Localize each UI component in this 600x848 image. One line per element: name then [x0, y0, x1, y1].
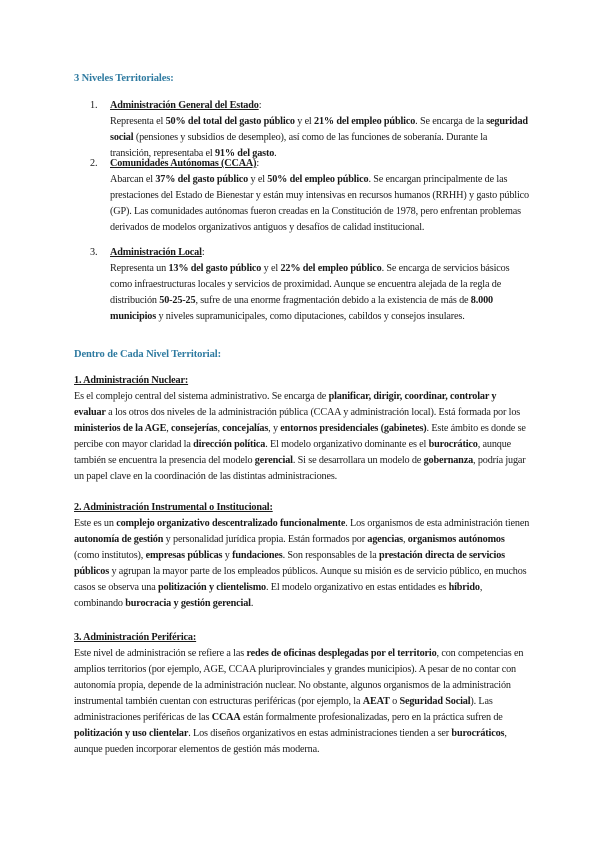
- section-body: Es el complejo central del sistema administrativo. Se encarga de planificar, dirigir, coordinar, controlar y evaluar a los otros dos niveles de la administración pública (CCAA y administración local). Está formada por los ministerios de la AGE, consejerías, concejalías, y entornos presidenciales (gabinetes). Este ámbito es donde se percibe con mayor claridad la dirección política. El modelo organizativo dominante es el burocrático, aunque también se encuentra la presencia del modelo gerencial. Si se desarrollara un modelo de gobernanza, podría jugar un papel clave en la coordinación de las distintas administraciones.: [74, 391, 526, 482]
- list-item-text: Administración General del Estado: Representa el 50% del total del gasto público y el 21% del empleo público. Se encarga de la seguridad social (pensiones y subsidios de desempleo), así como de las funciones de soberanía. Durante la transición, representaba el 91% del gasto.: [110, 100, 528, 159]
- item-title: Administración Local: [110, 247, 202, 258]
- section-body: Este nivel de administración se refiere a las redes de oficinas desplegadas por el territorio, con competencias en amplios territorios (por ejemplo, AGE, CCAA pluriprovinciales y grandes municipios). A pesar de no contar con autonomía propia, depende de la administración nuclear. No obstante, algunos organismos de la administración instrumental también cuentan con estructuras periféricas (por ejemplo, la AEAT o Seguridad Social). Las administraciones periféricas de las CCAA están formalmente profesionalizadas, pero en la práctica sufren de politización y uso clientelar. Los diseños organizativos en estas administraciones tienden a ser burocráticos, aunque pueden incorporar elementos de gestión más moderna.: [74, 648, 524, 755]
- section-title: 2. Administración Instrumental o Institucional:: [74, 502, 273, 513]
- item-title: Administración General del Estado: [110, 100, 259, 111]
- heading-dentro-de-cada-nivel: Dentro de Cada Nivel Territorial:: [74, 349, 221, 360]
- section-administracion-instrumental: [74, 500, 530, 612]
- section-administracion-periferica: [74, 630, 530, 758]
- section-administracion-nuclear: [74, 373, 530, 485]
- list-number: 3.: [90, 247, 98, 258]
- list-item-local: [90, 245, 530, 325]
- list-number: 2.: [90, 158, 98, 169]
- list-item-ccaa: [90, 156, 530, 236]
- item-title: Comunidades Autónomas (CCAA): [110, 158, 257, 169]
- list-item-text: Administración Local: Representa un 13% del gasto público y el 22% del empleo público. Se encarga de servicios básicos como infraestructuras locales y servicios de proximidad. Aunque se encuentra alejada de la regla de distribución 50-25-25, sufre de una enorme fragmentación debido a la existencia de más de 8.000 municipios y niveles supramunicipales, como diputaciones, cabildos y consejos insulares.: [110, 247, 510, 322]
- heading-niveles-territoriales: 3 Niveles Territoriales:: [74, 73, 174, 84]
- list-item-text: Comunidades Autónomas (CCAA): Abarcan el 37% del gasto público y el 50% del empleo público. Se encargan principalmente de las prestaciones del Estado de Bienestar y están muy intensivas en recursos humanos (RRHH) y gasto público (GP). Las comunidades autónomas fueron creadas en la Constitución de 1978, pero enfrentan problemas derivados de modelos organizativos antiguos y desafíos de calidad institucional.: [110, 158, 529, 233]
- section-title: 3. Administración Periférica:: [74, 632, 197, 643]
- section-title: 1. Administración Nuclear:: [74, 375, 189, 386]
- list-number: 1.: [90, 100, 98, 111]
- list-item-age: [90, 98, 530, 162]
- section-body: Este es un complejo organizativo descentralizado funcionalmente. Los organismos de esta administración tienen autonomía de gestión y personalidad jurídica propia. Están formados por agencias, organismos autónomos (como institutos), empresas públicas y fundaciones. Son responsables de la prestación directa de servicios públicos y agrupan la mayor parte de los empleados públicos. Aunque su misión es de servicio público, en muchos casos se observa una politización y clientelismo. El modelo organizativo en estas entidades es híbrido, combinando burocracia y gestión gerencial.: [74, 518, 530, 609]
